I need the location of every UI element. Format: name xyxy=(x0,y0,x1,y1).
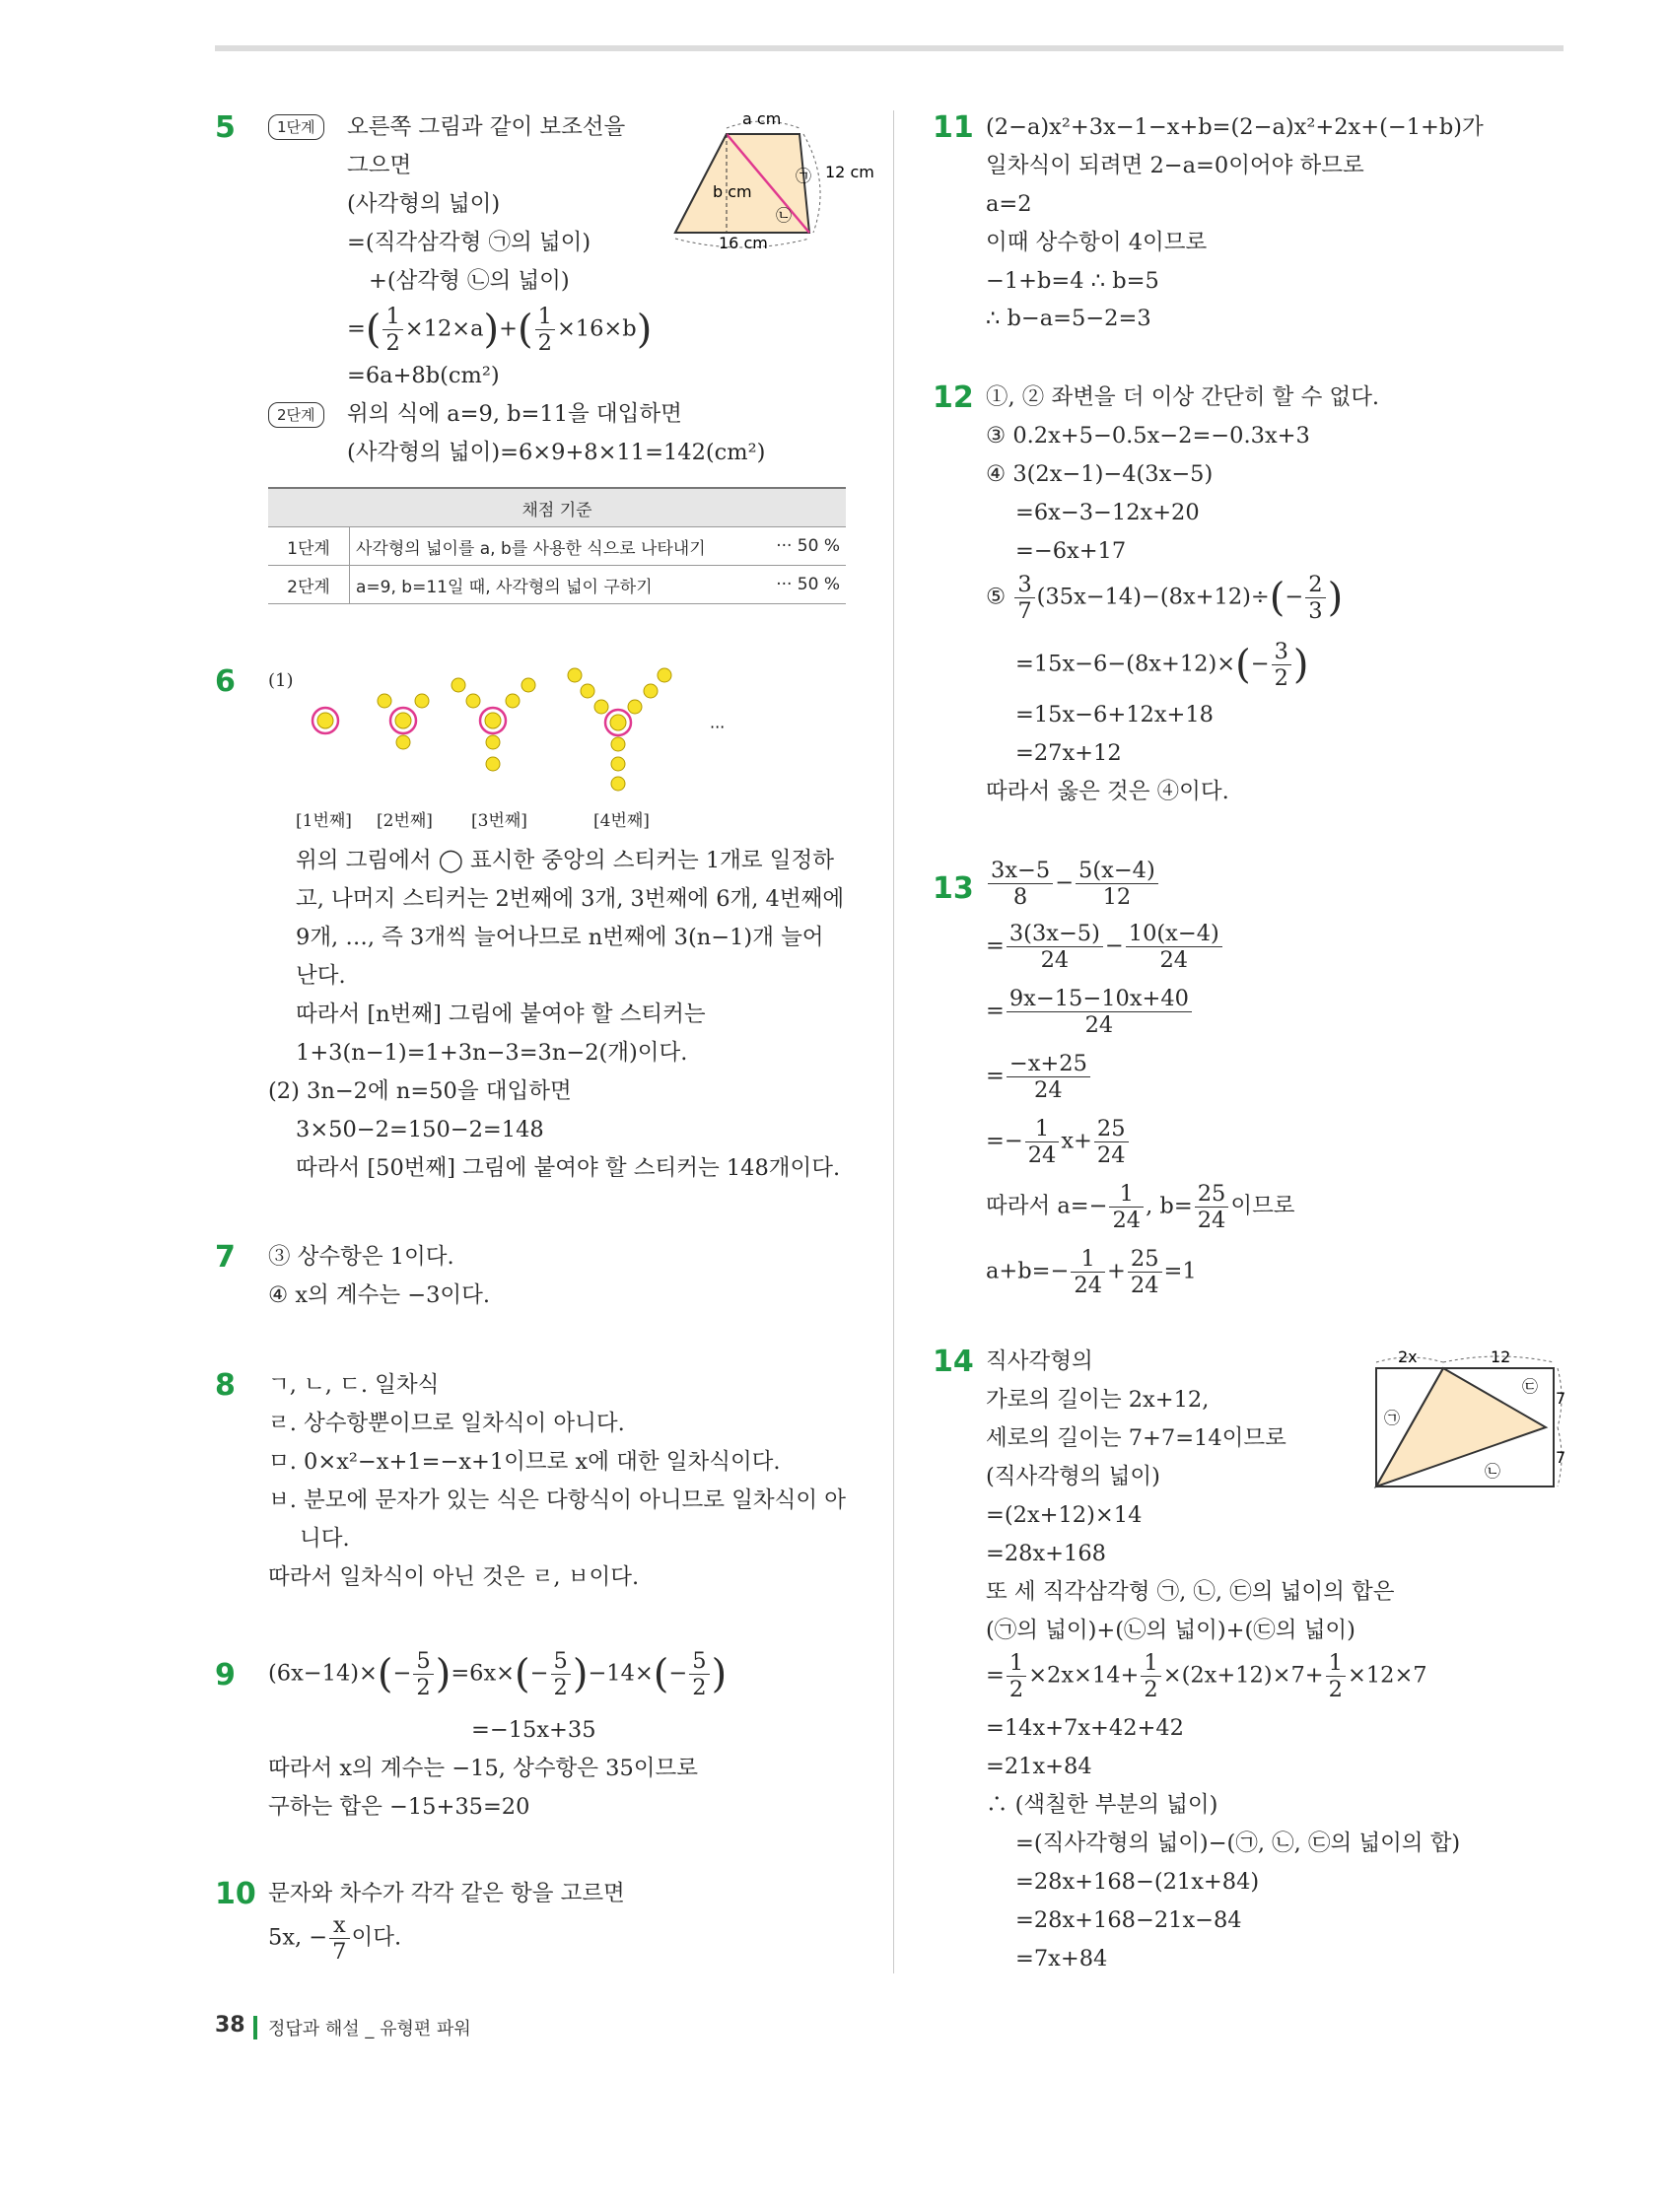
rectangle-figure xyxy=(1368,1348,1565,1496)
table-cell: a=9, b=11일 때, 사각형의 넓이 구하기 xyxy=(350,566,760,604)
label-right: 12 cm xyxy=(825,163,874,181)
text-line: 그으면 xyxy=(347,153,412,178)
text-line: ④ 3(2x−1)−4(3x−5) xyxy=(986,461,1214,487)
text-line: 따라서 일차식이 아닌 것은 ㄹ, ㅂ이다. xyxy=(268,1564,640,1590)
formula-line: = $\frac{1}{2}$ ×2x×14+ $\frac{1}{2}$ ×(2x+12)×7+ $\frac{1}{2}$ ×12×7 xyxy=(986,1650,1427,1702)
text-line: =14x+7x+42+42 xyxy=(986,1715,1184,1741)
problem-number: 8 xyxy=(215,1368,236,1403)
text-line: 니다. xyxy=(300,1526,350,1552)
term: ×16×b xyxy=(556,315,637,342)
text-line: 일차식이 되려면 2−a=0이어야 하므로 xyxy=(986,153,1364,178)
table-row xyxy=(268,527,846,566)
text-line: =21x+84 xyxy=(986,1754,1092,1779)
text-line: 이때 상수항이 4이므로 xyxy=(986,230,1208,255)
footer-divider xyxy=(253,2016,257,2039)
sticker-group-4 xyxy=(568,668,671,791)
scoring-table xyxy=(268,487,846,604)
text-line: 따라서 [50번째] 그림에 붙여야 할 스티커는 148개이다. xyxy=(296,1155,841,1181)
text-line: =−6x+17 xyxy=(1015,538,1127,564)
text-line: =6x−3−12x+20 xyxy=(1015,500,1200,525)
text-line: 위의 그림에서 ◯ 표시한 중앙의 스티커는 1개로 일정하 xyxy=(296,848,834,873)
text-line: 구하는 합은 −15+35=20 xyxy=(268,1794,530,1820)
table-header: 채점 기준 xyxy=(268,488,846,527)
fraction: $\frac{1}{2}$ xyxy=(382,304,402,356)
formula-line: 따라서 a=− $\frac{1}{24}$ , b= $\frac{25}{24}$ 이므로 xyxy=(986,1181,1295,1233)
formula-line: ⑤ $\frac{3}{7}$ (35x−14)−(8x+12)÷(− $\frac{2}{3}$ ) xyxy=(986,572,1344,624)
text-line: 따라서 x의 계수는 −15, 상수항은 35이므로 xyxy=(268,1756,699,1781)
text-line: =28x+168 xyxy=(986,1541,1106,1566)
text-line: 문자와 차수가 각각 같은 항을 고르면 xyxy=(268,1881,625,1906)
table-cell: 사각형의 넓이를 a, b를 사용한 식으로 나타내기 xyxy=(350,527,760,566)
table-row xyxy=(268,566,846,604)
plus: + xyxy=(499,315,519,342)
text-line: =27x+12 xyxy=(1015,740,1122,766)
text-line: +(삼각형 ㉡의 넓이) xyxy=(369,268,570,294)
label-7a: 7 xyxy=(1556,1389,1566,1408)
text-line: ㄱ, ㄴ, ㄷ. 일차식 xyxy=(268,1372,440,1398)
problem-number: 7 xyxy=(215,1240,236,1275)
page-number: 38 xyxy=(215,2013,245,2038)
text-line: ∴ b−a=5−2=3 xyxy=(986,306,1151,331)
text-line: ③ 상수항은 1이다. xyxy=(268,1244,454,1270)
problem-number: 5 xyxy=(215,110,236,145)
formula-line: =15x−6−(8x+12)×(− $\frac{3}{2}$ ) xyxy=(1015,639,1309,691)
text-line: 따라서 [n번째] 그림에 붙여야 할 스티커는 xyxy=(296,1002,706,1027)
part-label: (1) xyxy=(268,670,294,691)
problem-number: 11 xyxy=(933,110,974,145)
fraction: $\frac{1}{2}$ xyxy=(535,304,555,356)
column-divider xyxy=(893,110,894,1973)
problem-number: 14 xyxy=(933,1345,974,1379)
ellipsis: ··· xyxy=(710,718,726,736)
problem-number: 12 xyxy=(933,380,974,415)
label-bottom: 16 cm xyxy=(719,234,768,252)
text-line: =(직사각형의 넓이)−(㉠, ㉡, ㉢의 넓이의 합) xyxy=(1015,1831,1461,1856)
text-line: (직사각형의 넓이) xyxy=(986,1464,1160,1489)
text-line: 따라서 옳은 것은 ④이다. xyxy=(986,779,1229,804)
text-line: 고, 나머지 스티커는 2번째에 3개, 3번째에 6개, 4번째에 xyxy=(296,886,845,912)
sticker-group-2 xyxy=(378,694,429,749)
label-2x: 2x xyxy=(1398,1348,1418,1366)
footer-title: 정답과 해설 _ 유형편 파워 xyxy=(268,2019,471,2039)
text-line: ∴ (색칠한 부분의 넓이) xyxy=(986,1792,1218,1818)
formula-line: 5x, − $\frac{x}{7}$ 이다. xyxy=(268,1912,402,1965)
label-mid: b cm xyxy=(713,182,752,201)
fig-label: [4번째] xyxy=(593,811,650,831)
text-line: =(직각삼각형 ㉠의 넓이) xyxy=(347,230,591,255)
term: ×12×a xyxy=(404,315,484,342)
text-line: 1+3(n−1)=1+3n−3=3n−2(개)이다. xyxy=(296,1040,688,1066)
formula-line: =− $\frac{1}{24}$ x+ $\frac{25}{24}$ xyxy=(986,1116,1131,1168)
text-line: 가로의 길이는 2x+12, xyxy=(986,1387,1210,1413)
text-line: (2) 3n−2에 n=50을 대입하면 xyxy=(268,1078,572,1104)
trapezoid-figure xyxy=(656,106,874,264)
label-t2: ㉡ xyxy=(1485,1462,1501,1481)
formula-line: $\frac{3x-5}{8}$ − $\frac{5(x-4)}{12}$ xyxy=(986,858,1160,910)
text-line: ④ x의 계수는 −3이다. xyxy=(268,1282,491,1308)
label-top: a cm xyxy=(742,109,782,128)
text-line: =(2x+12)×14 xyxy=(986,1502,1143,1528)
stage-badge: 1단계 xyxy=(268,114,324,140)
problem-number: 6 xyxy=(215,664,236,699)
text-line: a=2 xyxy=(986,191,1032,217)
text-line: ③ 0.2x+5−0.5x−2=−0.3x+3 xyxy=(986,423,1310,449)
label-t2: ㉡ xyxy=(776,206,793,225)
text-line: (사각형의 넓이)=6×9+8×11=142(cm²) xyxy=(347,440,766,465)
formula-line: = $\frac{3(3x-5)}{24}$ − $\frac{10(x-4)}{24}$ xyxy=(986,921,1224,973)
label-7b: 7 xyxy=(1556,1448,1566,1467)
label-t3: ㉢ xyxy=(1522,1377,1539,1396)
text-line: 3×50−2=150−2=148 xyxy=(296,1117,544,1142)
table-cell: ··· 50 % xyxy=(759,527,846,566)
problem-number: 10 xyxy=(215,1877,256,1911)
eq: = xyxy=(347,315,366,342)
text-line: 난다. xyxy=(296,963,346,989)
label-t1: ㉠ xyxy=(796,167,812,185)
label-t1: ㉠ xyxy=(1384,1409,1401,1427)
table-cell: ··· 50 % xyxy=(759,566,846,604)
text-line: ①, ② 좌변을 더 이상 간단히 할 수 없다. xyxy=(986,384,1380,410)
text-line: (2−a)x²+3x−1−x+b=(2−a)x²+2x+(−1+b)가 xyxy=(986,114,1484,140)
text-line: 오른쪽 그림과 같이 보조선을 xyxy=(347,114,626,140)
text-line: =−15x+35 xyxy=(471,1717,596,1743)
top-rule xyxy=(215,45,1564,51)
text-line: (사각형의 넓이) xyxy=(347,191,501,217)
label-12: 12 xyxy=(1491,1348,1511,1366)
fig-label: [2번째] xyxy=(377,811,433,831)
table-cell: 1단계 xyxy=(268,527,350,566)
text-line: 위의 식에 a=9, b=11을 대입하면 xyxy=(347,401,682,427)
text-line: =28x+168−21x−84 xyxy=(1015,1907,1242,1933)
stage-badge: 2단계 xyxy=(268,402,324,428)
text-line: ㄹ. 상수항뿐이므로 일차식이 아니다. xyxy=(268,1411,625,1436)
sticker-group-1 xyxy=(313,708,338,733)
formula-line: =( $\frac{1}{2}$ ×12×a)+( $\frac{1}{2}$ ×16×b) xyxy=(347,304,653,356)
text-line: (㉠의 넓이)+(㉡의 넓이)+(㉢의 넓이) xyxy=(986,1618,1355,1643)
text-line: ㅂ. 분모에 문자가 있는 식은 다항식이 아니므로 일차식이 아 xyxy=(268,1487,847,1513)
text-line: 또 세 직각삼각형 ㉠, ㉡, ㉢의 넓이의 합은 xyxy=(986,1579,1395,1605)
formula-line: = $\frac{-x+25}{24}$ xyxy=(986,1051,1092,1103)
text-line: 9개, …, 즉 3개씩 늘어나므로 n번째에 3(n−1)개 늘어 xyxy=(296,925,824,950)
text-line: =7x+84 xyxy=(1015,1946,1108,1971)
formula-line: = $\frac{9x-15-10x+40}{24}$ xyxy=(986,986,1194,1038)
sticker-group-3 xyxy=(452,678,535,771)
formula-line: (6x−14)×(− $\frac{5}{2}$ )=6x×(− $\frac{5}{2}$ )−14×(− $\frac{5}{2}$ ) xyxy=(268,1648,728,1700)
text-line: −1+b=4 ∴ b=5 xyxy=(986,268,1159,294)
table-cell: 2단계 xyxy=(268,566,350,604)
text-line: 직사각형의 xyxy=(986,1348,1093,1374)
fig-label: [3번째] xyxy=(471,811,527,831)
text-line: ㅁ. 0×x²−x+1=−x+1이므로 x에 대한 일차식이다. xyxy=(268,1449,781,1475)
fig-label: [1번째] xyxy=(296,811,352,831)
formula-line: a+b=− $\frac{1}{24}$ + $\frac{25}{24}$ =1 xyxy=(986,1246,1197,1298)
problem-number: 13 xyxy=(933,871,974,906)
text-line: =15x−6+12x+18 xyxy=(1015,702,1214,727)
text-line: =6a+8b(cm²) xyxy=(347,363,500,388)
problem-number: 9 xyxy=(215,1658,236,1693)
text-line: 세로의 길이는 7+7=14이므로 xyxy=(986,1425,1286,1451)
text-line: =28x+168−(21x+84) xyxy=(1015,1869,1260,1895)
